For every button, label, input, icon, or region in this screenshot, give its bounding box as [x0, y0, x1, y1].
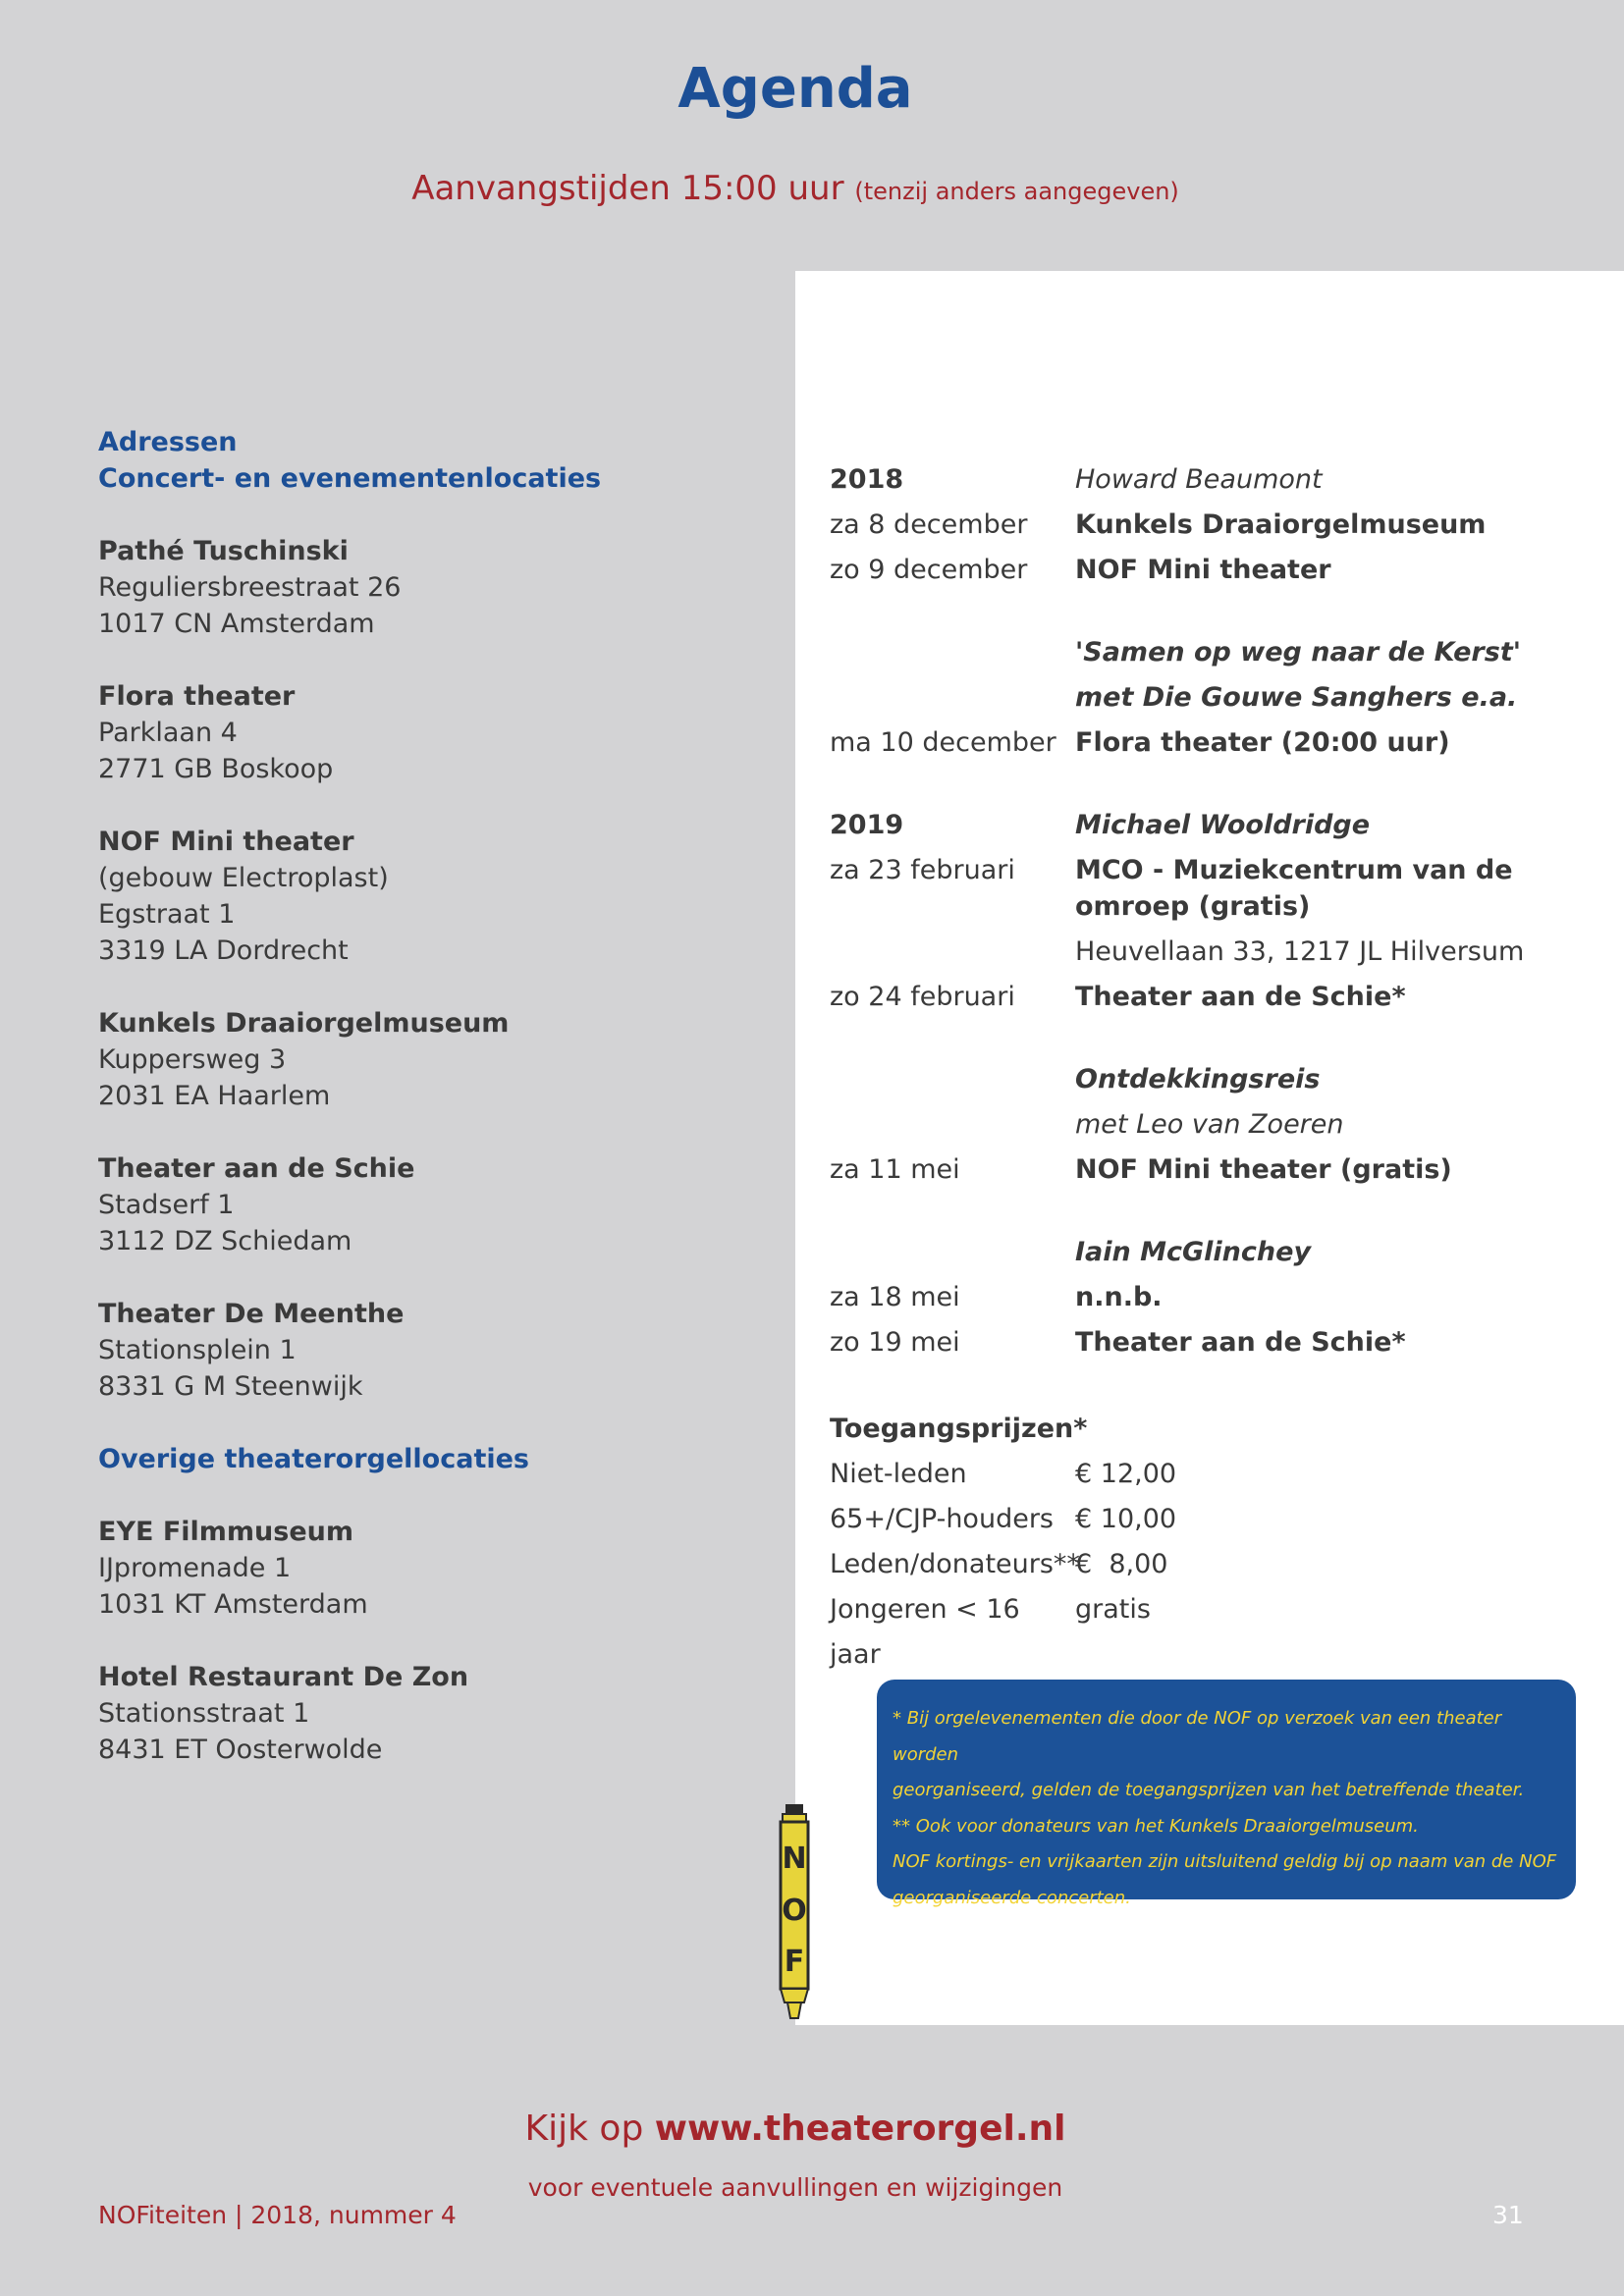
venue-block	[98, 533, 766, 642]
venue-line: Parklaan 4	[98, 718, 238, 748]
event-venue: Theater aan de Schie*	[1075, 1327, 1406, 1358]
event-date: zo 9 december	[830, 555, 1028, 585]
event-date: zo 19 mei	[830, 1327, 960, 1358]
show-with: met Leo van Zoeren	[1075, 1109, 1344, 1140]
venue-line: Kuppersweg 3	[98, 1044, 287, 1075]
logo-letter: F	[784, 1945, 805, 1979]
venue-line: (gebouw Electroplast)	[98, 863, 389, 893]
event-date: za 8 december	[830, 509, 1028, 540]
nof-logo-icon	[779, 1804, 810, 2022]
price-row	[830, 1497, 1605, 1542]
artist: Michael Wooldridge	[1075, 810, 1371, 840]
event-date: za 11 mei	[830, 1154, 960, 1185]
venue-name: Hotel Restaurant De Zon	[98, 1662, 469, 1692]
agenda-row	[830, 1320, 1605, 1365]
venue-line: Reguliersbreestraat 26	[98, 572, 402, 603]
agenda-row	[830, 1230, 1605, 1275]
venue-line: 3112 DZ Schiedam	[98, 1226, 352, 1256]
agenda-row	[830, 1275, 1605, 1320]
price-label: Leden/donateurs**	[830, 1549, 1080, 1579]
event-venue: n.n.b.	[1075, 1282, 1163, 1312]
venue-line: 8431 ET Oosterwolde	[98, 1735, 383, 1765]
event-venue: Kunkels Draaiorgelmuseum	[1075, 509, 1487, 540]
venue-name: Theater De Meenthe	[98, 1299, 405, 1329]
page-number: 31	[1492, 2201, 1524, 2229]
agenda-row	[830, 803, 1605, 848]
venue-line: Egstraat 1	[98, 899, 236, 930]
venue-name: Pathé Tuschinski	[98, 536, 349, 566]
agenda-row	[830, 675, 1605, 721]
address-column	[98, 424, 766, 1768]
price-value: € 10,00	[1075, 1504, 1177, 1534]
event-address: Heuvellaan 33, 1217 JL Hilversum	[1075, 936, 1525, 967]
footnote-line: NOF kortings- en vrijkaarten zijn uitsluitend geldig bij op naam van de NOF	[893, 1851, 1557, 1872]
agenda-row	[830, 1102, 1605, 1148]
price-row	[830, 1587, 1605, 1678]
venue-block	[98, 1514, 766, 1623]
event-date: zo 24 februari	[830, 982, 1015, 1012]
venue-line: 3319 LA Dordrecht	[98, 935, 349, 966]
venue-line: 1031 KT Amsterdam	[98, 1589, 368, 1620]
price-value: gratis	[1075, 1594, 1151, 1625]
show-with: met Die Gouwe Sanghers e.a.	[1075, 682, 1518, 713]
addresses-heading: Adressen	[98, 427, 238, 457]
footnote-line: georganiseerde concerten.	[893, 1887, 1131, 1908]
prices-heading: Toegangsprijzen*	[830, 1414, 1088, 1444]
agenda-row	[830, 1057, 1605, 1102]
start-time-subtitle	[0, 169, 1591, 208]
agenda-row	[830, 975, 1605, 1020]
venue-line: 8331 G M Steenwijk	[98, 1371, 363, 1402]
venue-line: 2771 GB Boskoop	[98, 754, 334, 784]
venue-line: Stadserf 1	[98, 1190, 235, 1220]
price-value: € 12,00	[1075, 1459, 1177, 1489]
magazine-issue: NOFiteiten | 2018, nummer 4	[98, 2201, 457, 2229]
event-date: za 23 februari	[830, 855, 1015, 885]
venue-line: IJpromenade 1	[98, 1553, 292, 1583]
agenda-row	[830, 548, 1605, 593]
year-2018: 2018	[830, 464, 904, 495]
venue-block	[98, 824, 766, 969]
agenda-row	[830, 930, 1605, 975]
artist: Howard Beaumont	[1075, 464, 1323, 495]
page-title: Agenda	[677, 57, 913, 121]
website-prefix: Kijk op	[524, 2109, 644, 2149]
artist: Iain McGlinchey	[1075, 1237, 1312, 1267]
show-title: 'Samen op weg naar de Kerst'	[1075, 637, 1521, 667]
venue-block	[98, 1150, 766, 1259]
venue-line: Stationsstraat 1	[98, 1698, 310, 1729]
event-venue: Theater aan de Schie*	[1075, 982, 1406, 1012]
price-row	[830, 1452, 1605, 1497]
event-venue: MCO - Muziekcentrum van de omroep (gratis)	[1075, 855, 1513, 922]
price-value: € 8,00	[1075, 1549, 1168, 1579]
event-venue: NOF Mini theater	[1075, 555, 1331, 585]
venue-line: Stationsplein 1	[98, 1335, 297, 1365]
prices-heading-row	[830, 1407, 1605, 1452]
venue-line: 2031 EA Haarlem	[98, 1081, 331, 1111]
agenda-row	[830, 848, 1605, 930]
price-label: Niet-leden	[830, 1459, 967, 1489]
year-2019: 2019	[830, 810, 904, 840]
event-venue: Flora theater (20:00 uur)	[1075, 727, 1450, 758]
price-row	[830, 1542, 1605, 1587]
venue-block	[98, 678, 766, 787]
price-label: Jongeren < 16 jaar	[830, 1594, 1020, 1670]
agenda-row	[830, 1148, 1605, 1193]
agenda-row	[830, 630, 1605, 675]
website-link[interactable]: www.theaterorgel.nl	[654, 2109, 1066, 2149]
agenda-row	[830, 721, 1605, 766]
venue-name: Theater aan de Schie	[98, 1153, 415, 1184]
start-time: Aanvangstijden 15:00 uur	[411, 169, 844, 208]
logo-letter: N	[782, 1842, 807, 1876]
logo-letter: O	[782, 1894, 807, 1928]
venue-block	[98, 1659, 766, 1768]
event-date: ma 10 december	[830, 727, 1056, 758]
venue-name: EYE Filmmuseum	[98, 1517, 354, 1547]
agenda-row	[830, 457, 1605, 503]
other-locations-heading: Overige theaterorgellocaties	[98, 1444, 530, 1474]
addresses-subheading: Concert- en evenementenlocaties	[98, 463, 602, 494]
agenda-column	[830, 457, 1605, 1678]
start-time-note: (tenzij anders aangegeven)	[854, 178, 1179, 205]
event-date: za 18 mei	[830, 1282, 960, 1312]
price-footnote-box	[877, 1680, 1576, 1908]
event-venue: NOF Mini theater (gratis)	[1075, 1154, 1452, 1185]
venue-block	[98, 1296, 766, 1405]
website-subline: voor eventuele aanvullingen en wijzigingen	[527, 2173, 1063, 2202]
venue-name: Kunkels Draaiorgelmuseum	[98, 1008, 510, 1039]
footnote-line: ** Ook voor donateurs van het Kunkels Draaiorgelmuseum.	[893, 1815, 1419, 1837]
agenda-row	[830, 503, 1605, 548]
price-label: 65+/CJP-houders	[830, 1504, 1054, 1534]
website-line	[0, 2109, 1591, 2149]
venue-name: NOF Mini theater	[98, 827, 354, 857]
venue-name: Flora theater	[98, 681, 296, 712]
show-title: Ontdekkingsreis	[1075, 1064, 1321, 1095]
venue-line: 1017 CN Amsterdam	[98, 609, 375, 639]
venue-block	[98, 1005, 766, 1114]
footnote-line: * Bij orgelevenementen die door de NOF op verzoek van een theater worden	[893, 1708, 1502, 1765]
footnote-line: georganiseerd, gelden de toegangsprijzen van het betreffende theater.	[893, 1780, 1525, 1800]
